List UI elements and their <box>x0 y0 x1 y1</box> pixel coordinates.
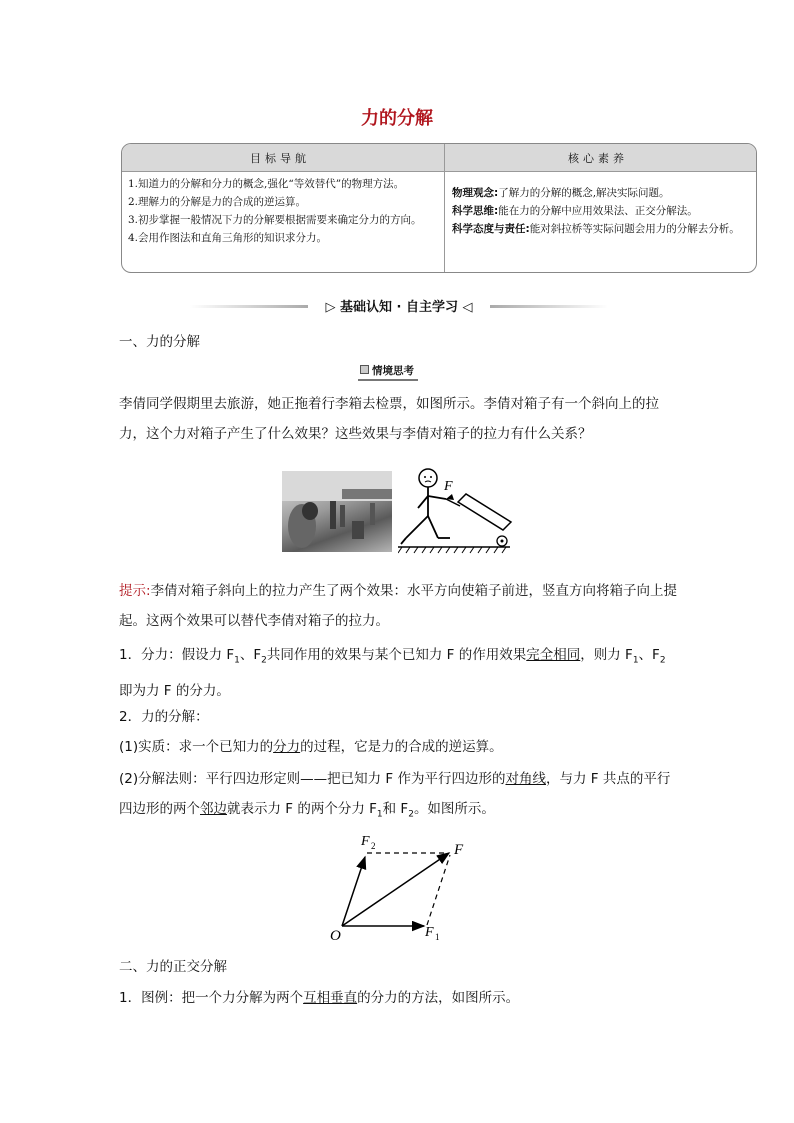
square-icon <box>360 365 369 374</box>
literacy-header: 核心素养 <box>568 152 628 165</box>
f2-arrow <box>342 857 365 926</box>
scenario-tag: 情境思考 <box>358 363 418 381</box>
definition-essence: (1)实质：求一个已知力的分力的过程，它是力的合成的逆运算。 <box>119 739 503 755</box>
f2-label: F <box>361 834 370 849</box>
goal-item: 2.理解力的分解是力的合成的逆运算。 <box>128 196 307 208</box>
goals-header: 目标导航 <box>250 152 310 165</box>
scenario-text: 李倩同学假期里去旅游，她正拖着行李箱去检票，如图所示。李倩对箱子有一个斜向上的拉力，这个力对箱子产生了什么效果？这些效果与李倩对箱子的拉力有什么关系？ <box>119 396 659 442</box>
f2-subscript: 2 <box>371 841 376 851</box>
origin-label: O <box>330 928 341 944</box>
f-label: F <box>454 842 464 858</box>
objectives-box <box>121 143 757 273</box>
goals-list <box>128 175 440 247</box>
parallelogram-diagram <box>325 828 475 946</box>
f1-subscript: 1 <box>435 932 440 942</box>
page-title: 力的分解 <box>361 108 433 129</box>
literacy-list <box>452 184 752 238</box>
definition-rule: (2)分解法则：平行四边形定则——把已知力 F 作为平行四边形的对角线，与力 F 共点的平行四边形的两个邻边就表示力 F 的两个分力 $F_1$和 $F_2$。如图所示。 <box>119 771 671 820</box>
goal-item: 4.会用作图法和直角三角形的知识求分力。 <box>128 232 328 244</box>
banner-text: ▷ 基础认知 · 自主学习 ◁ <box>325 300 473 315</box>
item-heading: 2．力的分解： <box>119 709 209 725</box>
objectives-header <box>122 144 756 172</box>
goal-item: 1.知道力的分解和分力的概念,强化“等效替代”的物理方法。 <box>128 178 405 190</box>
definition-orthogonal: 1．图例：把一个力分解为两个互相垂直的分力的方法，如图所示。 <box>119 990 520 1006</box>
section-heading: 一、力的分解 <box>119 334 200 350</box>
f-arrow <box>342 853 449 926</box>
section-heading: 二、力的正交分解 <box>119 959 227 975</box>
travel-photo <box>282 471 392 552</box>
f1-label: F <box>425 925 434 940</box>
hint-label: 提示: <box>119 583 151 599</box>
literacy-item: 科学思维:能在力的分解中应用效果法、正交分解法。 <box>452 205 698 217</box>
definition-component-force: 1．分力：假设力 $F_1$、$F_2$共同作用的效果与某个已知力 F 的作用效果完全相同，则力 $F_1$、$F_2$即为力 F 的分力。 <box>119 647 666 699</box>
column-divider <box>444 144 445 272</box>
hint-paragraph: 提示:李倩对箱子斜向上的拉力产生了两个效果：水平方向使箱子前进，竖直方向将箱子向上提起。这两个效果可以替代李倩对箱子的拉力。 <box>119 583 678 629</box>
section-banner <box>190 296 608 316</box>
force-label: F <box>444 479 453 494</box>
literacy-item: 物理观念:了解力的分解的概念,解决实际问题。 <box>452 187 670 199</box>
stick-figure-diagram <box>398 466 516 556</box>
literacy-item: 科学态度与责任:能对斜拉桥等实际问题会用力的分解去分析。 <box>452 223 740 235</box>
goal-item: 3.初步掌握一般情况下力的分解要根据需要来确定分力的方向。 <box>128 214 422 226</box>
